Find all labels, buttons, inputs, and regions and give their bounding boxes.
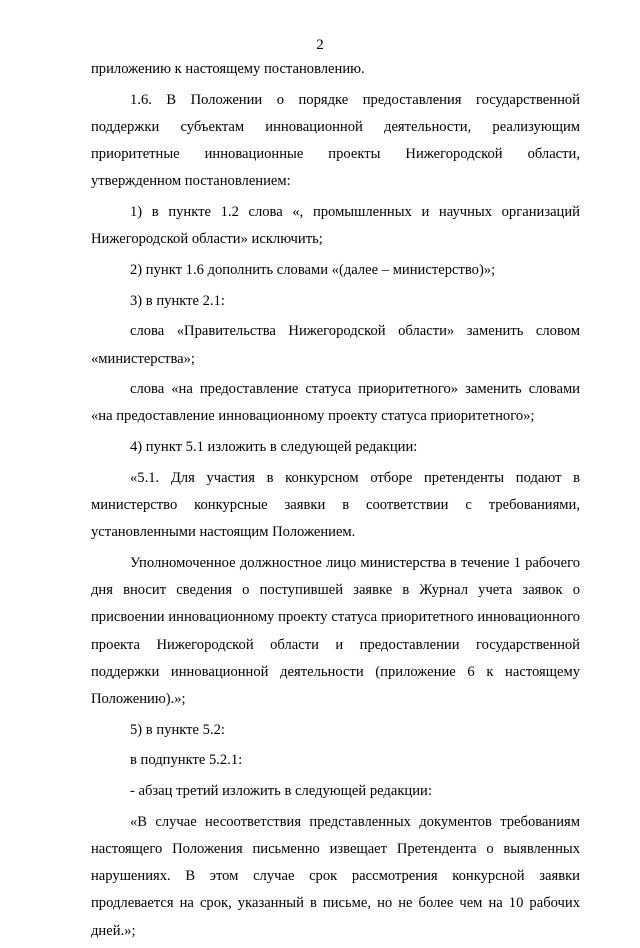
paragraph-item-1: 1) в пункте 1.2 слова «, промышленных и научных организаций Нижегородской области» исключить; <box>91 204 580 248</box>
paragraph-official-duty: Уполномоченное должностное лицо министерства в течение 1 рабочего дня вносит сведения о поступившей заявке в Журнал учета заявок о присвоении инновационному проекту статуса приоритетного инновационного проекта Нижегородской области и предоставлении государственной поддержки инновационной деятельности (приложение 6 к настоящему Положению).»; <box>91 554 580 707</box>
paragraph-words-replace-2: слова «на предоставление статуса приоритетного» заменить словами «на предоставление инновационному проекту статуса приоритетного»; <box>91 381 580 425</box>
paragraph-nonconformity: «В случае несоответствия представленных документов требованиям настоящего Положения письменно извещает Претендента о выявленных нарушениях. В этом случае срок рассмотрения конкурсной заявки продлевается на срок, указанный в письме, но не более чем на 10 рабочих дней.»; <box>91 813 580 939</box>
paragraph-continuation: приложению к настоящему постановлению. <box>91 61 365 77</box>
paragraph-1-6: 1.6. В Положении о порядке предоставления государственной поддержки субъектам инновационной деятельности, реализующим приоритетные инновационные проекты Нижегородской области, утвержденном постановлением: <box>91 91 580 190</box>
document-body <box>91 56 580 948</box>
paragraph-item-2: 2) пункт 1.6 дополнить словами «(далее – министерство)»; <box>130 261 496 278</box>
paragraph-third-abzac: - абзац третий изложить в следующей редакции: <box>130 783 432 800</box>
paragraph-item-3: 3) в пункте 2.1: <box>130 292 225 309</box>
paragraph-subitem-5-2-1: в подпункте 5.2.1: <box>130 752 243 769</box>
page-number: 2 <box>316 37 324 53</box>
paragraph-item-5: 5) в пункте 5.2: <box>130 721 225 738</box>
paragraph-clause-5-1: «5.1. Для участия в конкурсном отборе претенденты подают в министерство конкурсные заявки в соответствии с требованиями, установленными настоящим Положением. <box>91 469 580 541</box>
paragraph-words-replace-1: слова «Правительства Нижегородской области» заменить словом «министерства»; <box>91 323 580 367</box>
paragraph-item-4: 4) пункт 5.1 изложить в следующей редакции: <box>130 439 418 456</box>
